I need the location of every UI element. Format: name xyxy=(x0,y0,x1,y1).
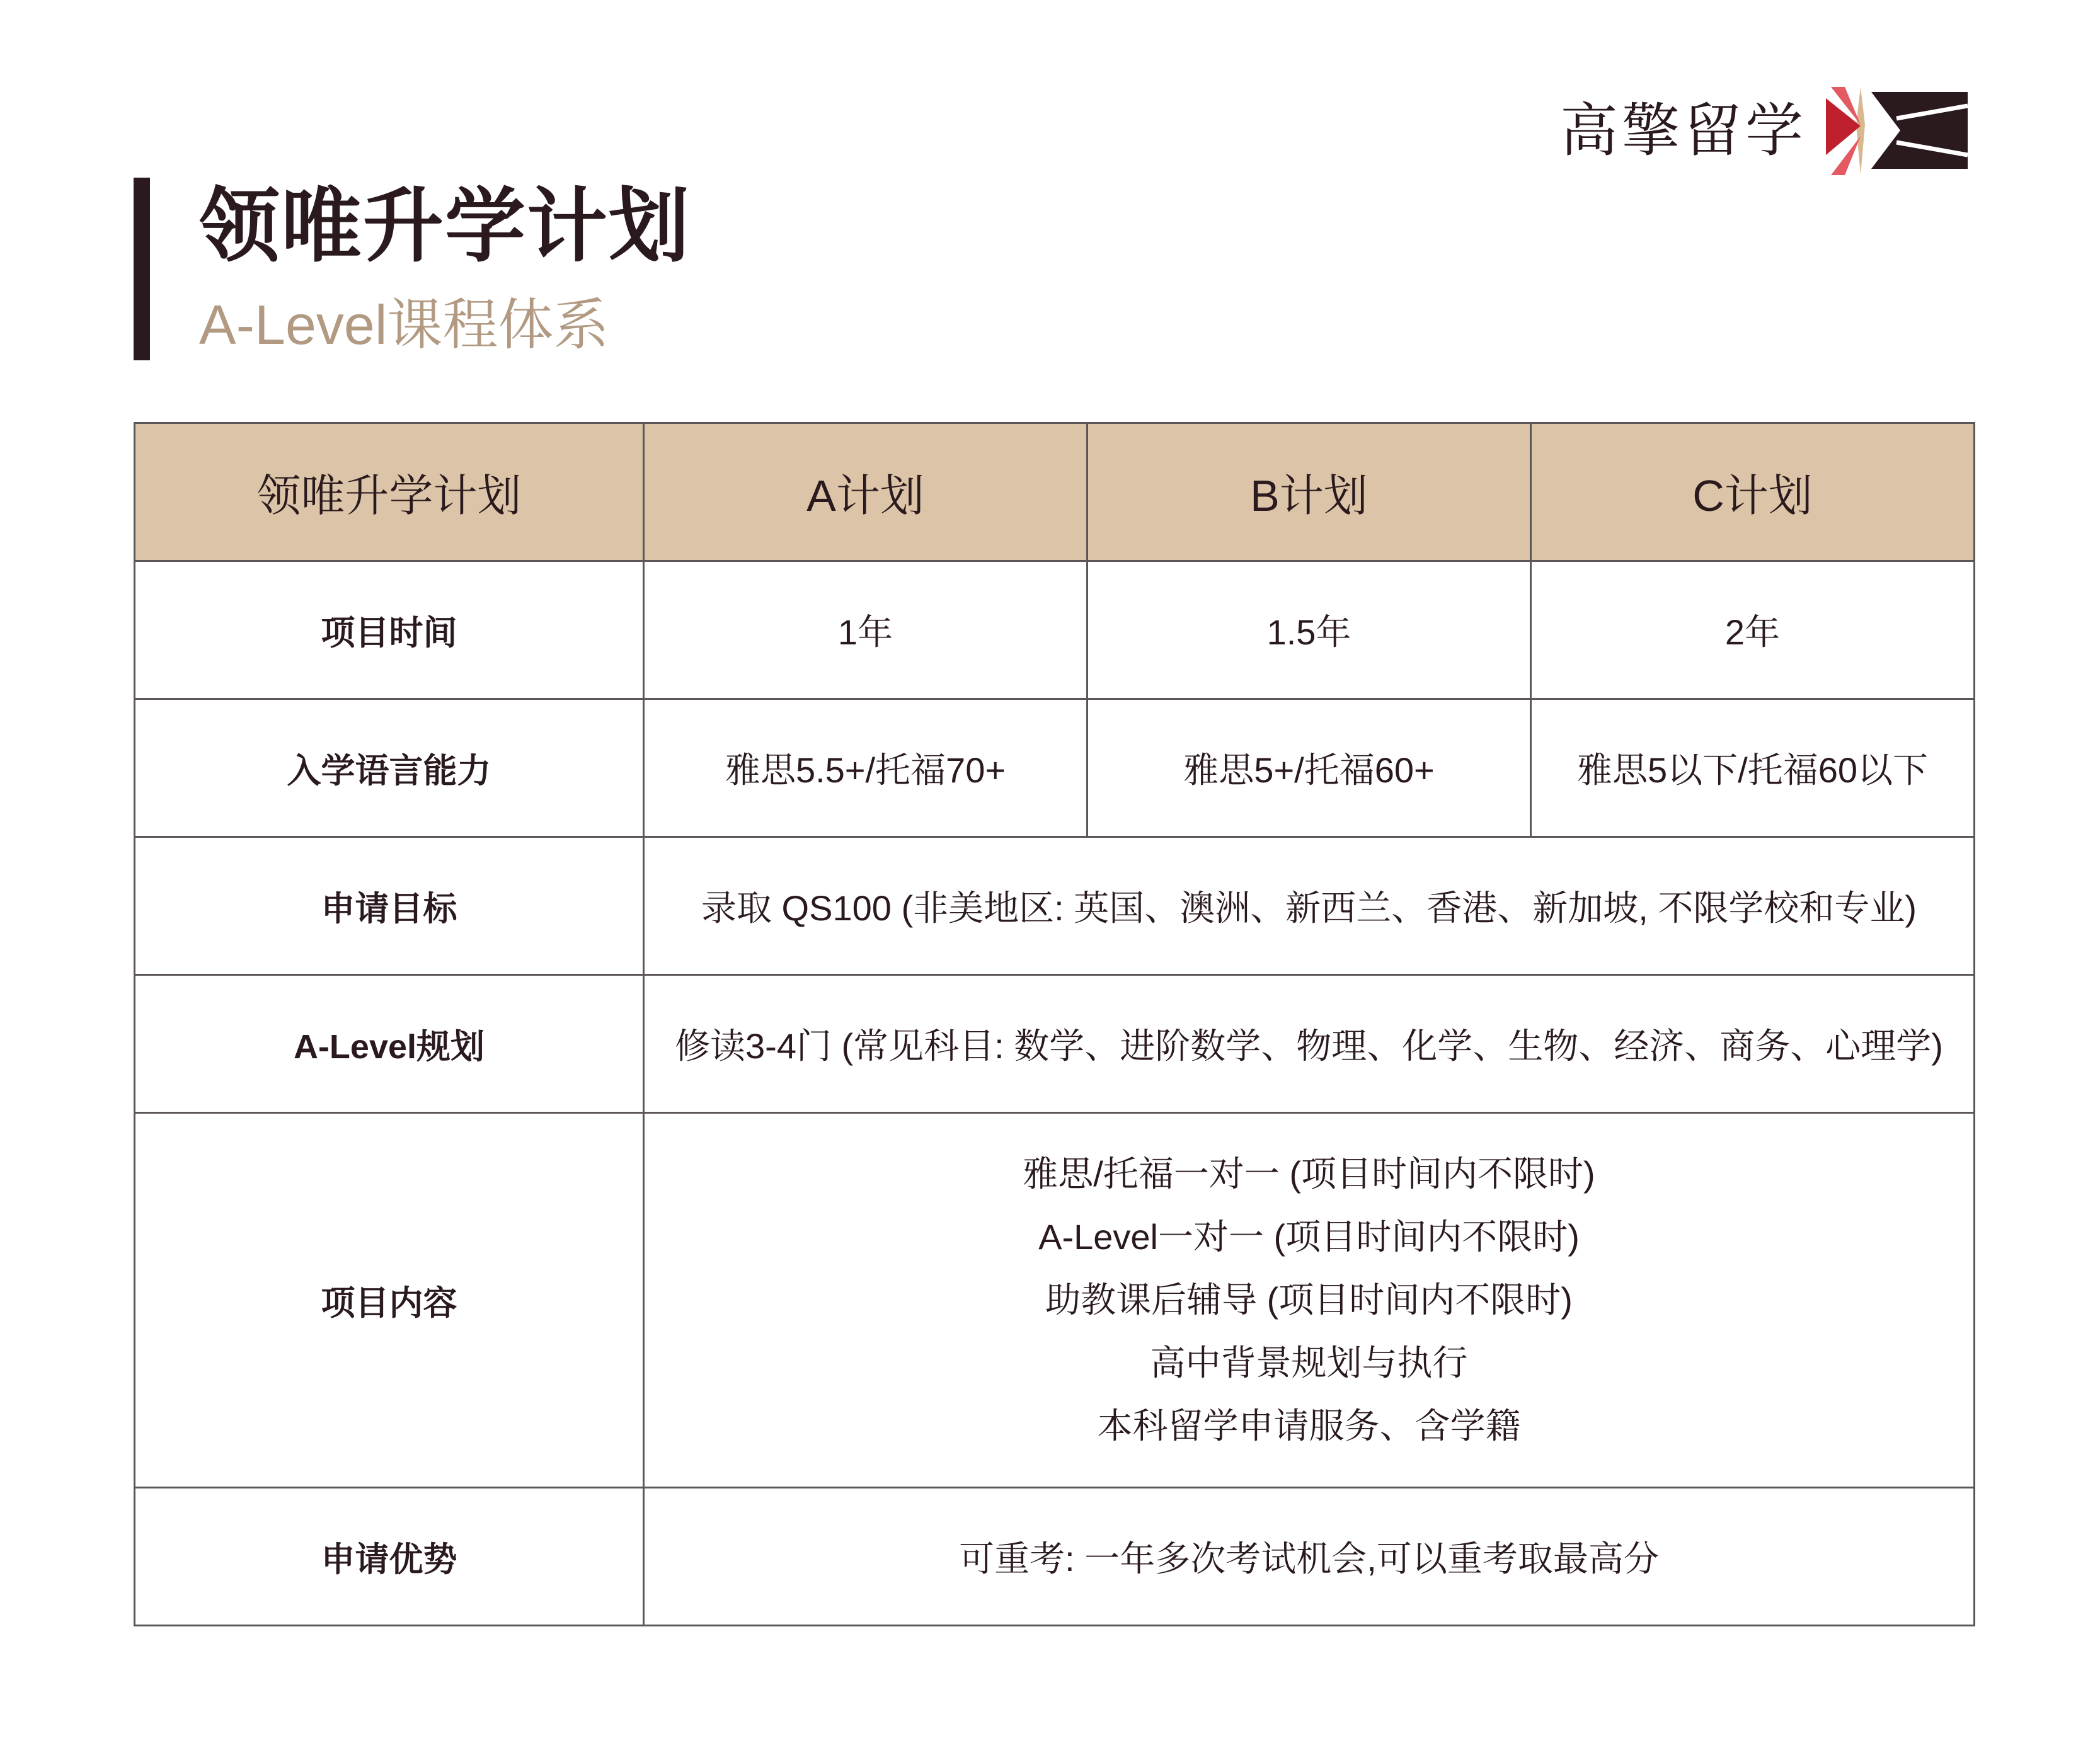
row-label-target: 申请目标 xyxy=(135,837,644,975)
cell-content xyxy=(644,1113,1975,1488)
table-row-duration xyxy=(135,561,1975,699)
row-label-advantage: 申请优势 xyxy=(135,1488,644,1626)
cell-language-a: 雅思5.5+/托福70+ xyxy=(644,699,1087,837)
row-label-language: 入学语言能力 xyxy=(135,699,644,837)
content-line-4: 高中背景规划与执行 xyxy=(1150,1343,1468,1383)
content-line-1: 雅思/托福一对一 (项目时间内不限时) xyxy=(1023,1154,1595,1194)
cell-language-b: 雅思5+/托福60+ xyxy=(1087,699,1531,837)
content-line-5: 本科留学申请服务、含学籍 xyxy=(1097,1406,1521,1446)
row-label-alevel: A-Level规划 xyxy=(135,975,644,1113)
cell-target: 录取 QS100 (非美地区: 英国、澳洲、新西兰、香港、新加坡, 不限学校和专业) xyxy=(644,837,1975,975)
title-accent-bar xyxy=(134,178,150,360)
cell-advantage: 可重考: 一年多次考试机会,可以重考取最高分 xyxy=(644,1488,1975,1626)
brand-name: 高擎留学 xyxy=(1559,97,1807,164)
cell-duration-c: 2年 xyxy=(1531,561,1975,699)
table-row-advantage xyxy=(135,1488,1975,1626)
table-row-language xyxy=(135,699,1975,837)
row-label-duration: 项目时间 xyxy=(135,561,644,699)
content-line-2: A-Level一对一 (项目时间内不限时) xyxy=(1038,1217,1580,1257)
cell-duration-a: 1年 xyxy=(644,561,1087,699)
cell-alevel: 修读3-4门 (常见科目: 数学、进阶数学、物理、化学、生物、经济、商务、心理学) xyxy=(644,975,1975,1113)
table-row-target xyxy=(135,837,1975,975)
header-plan-name: 领唯升学计划 xyxy=(135,423,644,561)
row-label-content: 项目内容 xyxy=(135,1113,644,1488)
plan-comparison-table xyxy=(134,422,1975,1626)
header-plan-b: B计划 xyxy=(1087,423,1531,561)
table-header-row xyxy=(135,423,1975,561)
cell-duration-b: 1.5年 xyxy=(1087,561,1531,699)
header-plan-a: A计划 xyxy=(644,423,1087,561)
content-line-3: 助教课后辅导 (项目时间内不限时) xyxy=(1045,1280,1573,1320)
page-subtitle: A-Level课程体系 xyxy=(199,294,609,356)
brand-logo xyxy=(1560,87,1968,175)
cell-language-c: 雅思5以下/托福60以下 xyxy=(1531,699,1975,837)
brand-emblem-icon xyxy=(1826,87,1968,175)
table-row-alevel xyxy=(135,975,1975,1113)
header-plan-c: C计划 xyxy=(1531,423,1975,561)
table-row-content xyxy=(135,1113,1975,1488)
page-title: 领唯升学计划 xyxy=(199,181,691,271)
